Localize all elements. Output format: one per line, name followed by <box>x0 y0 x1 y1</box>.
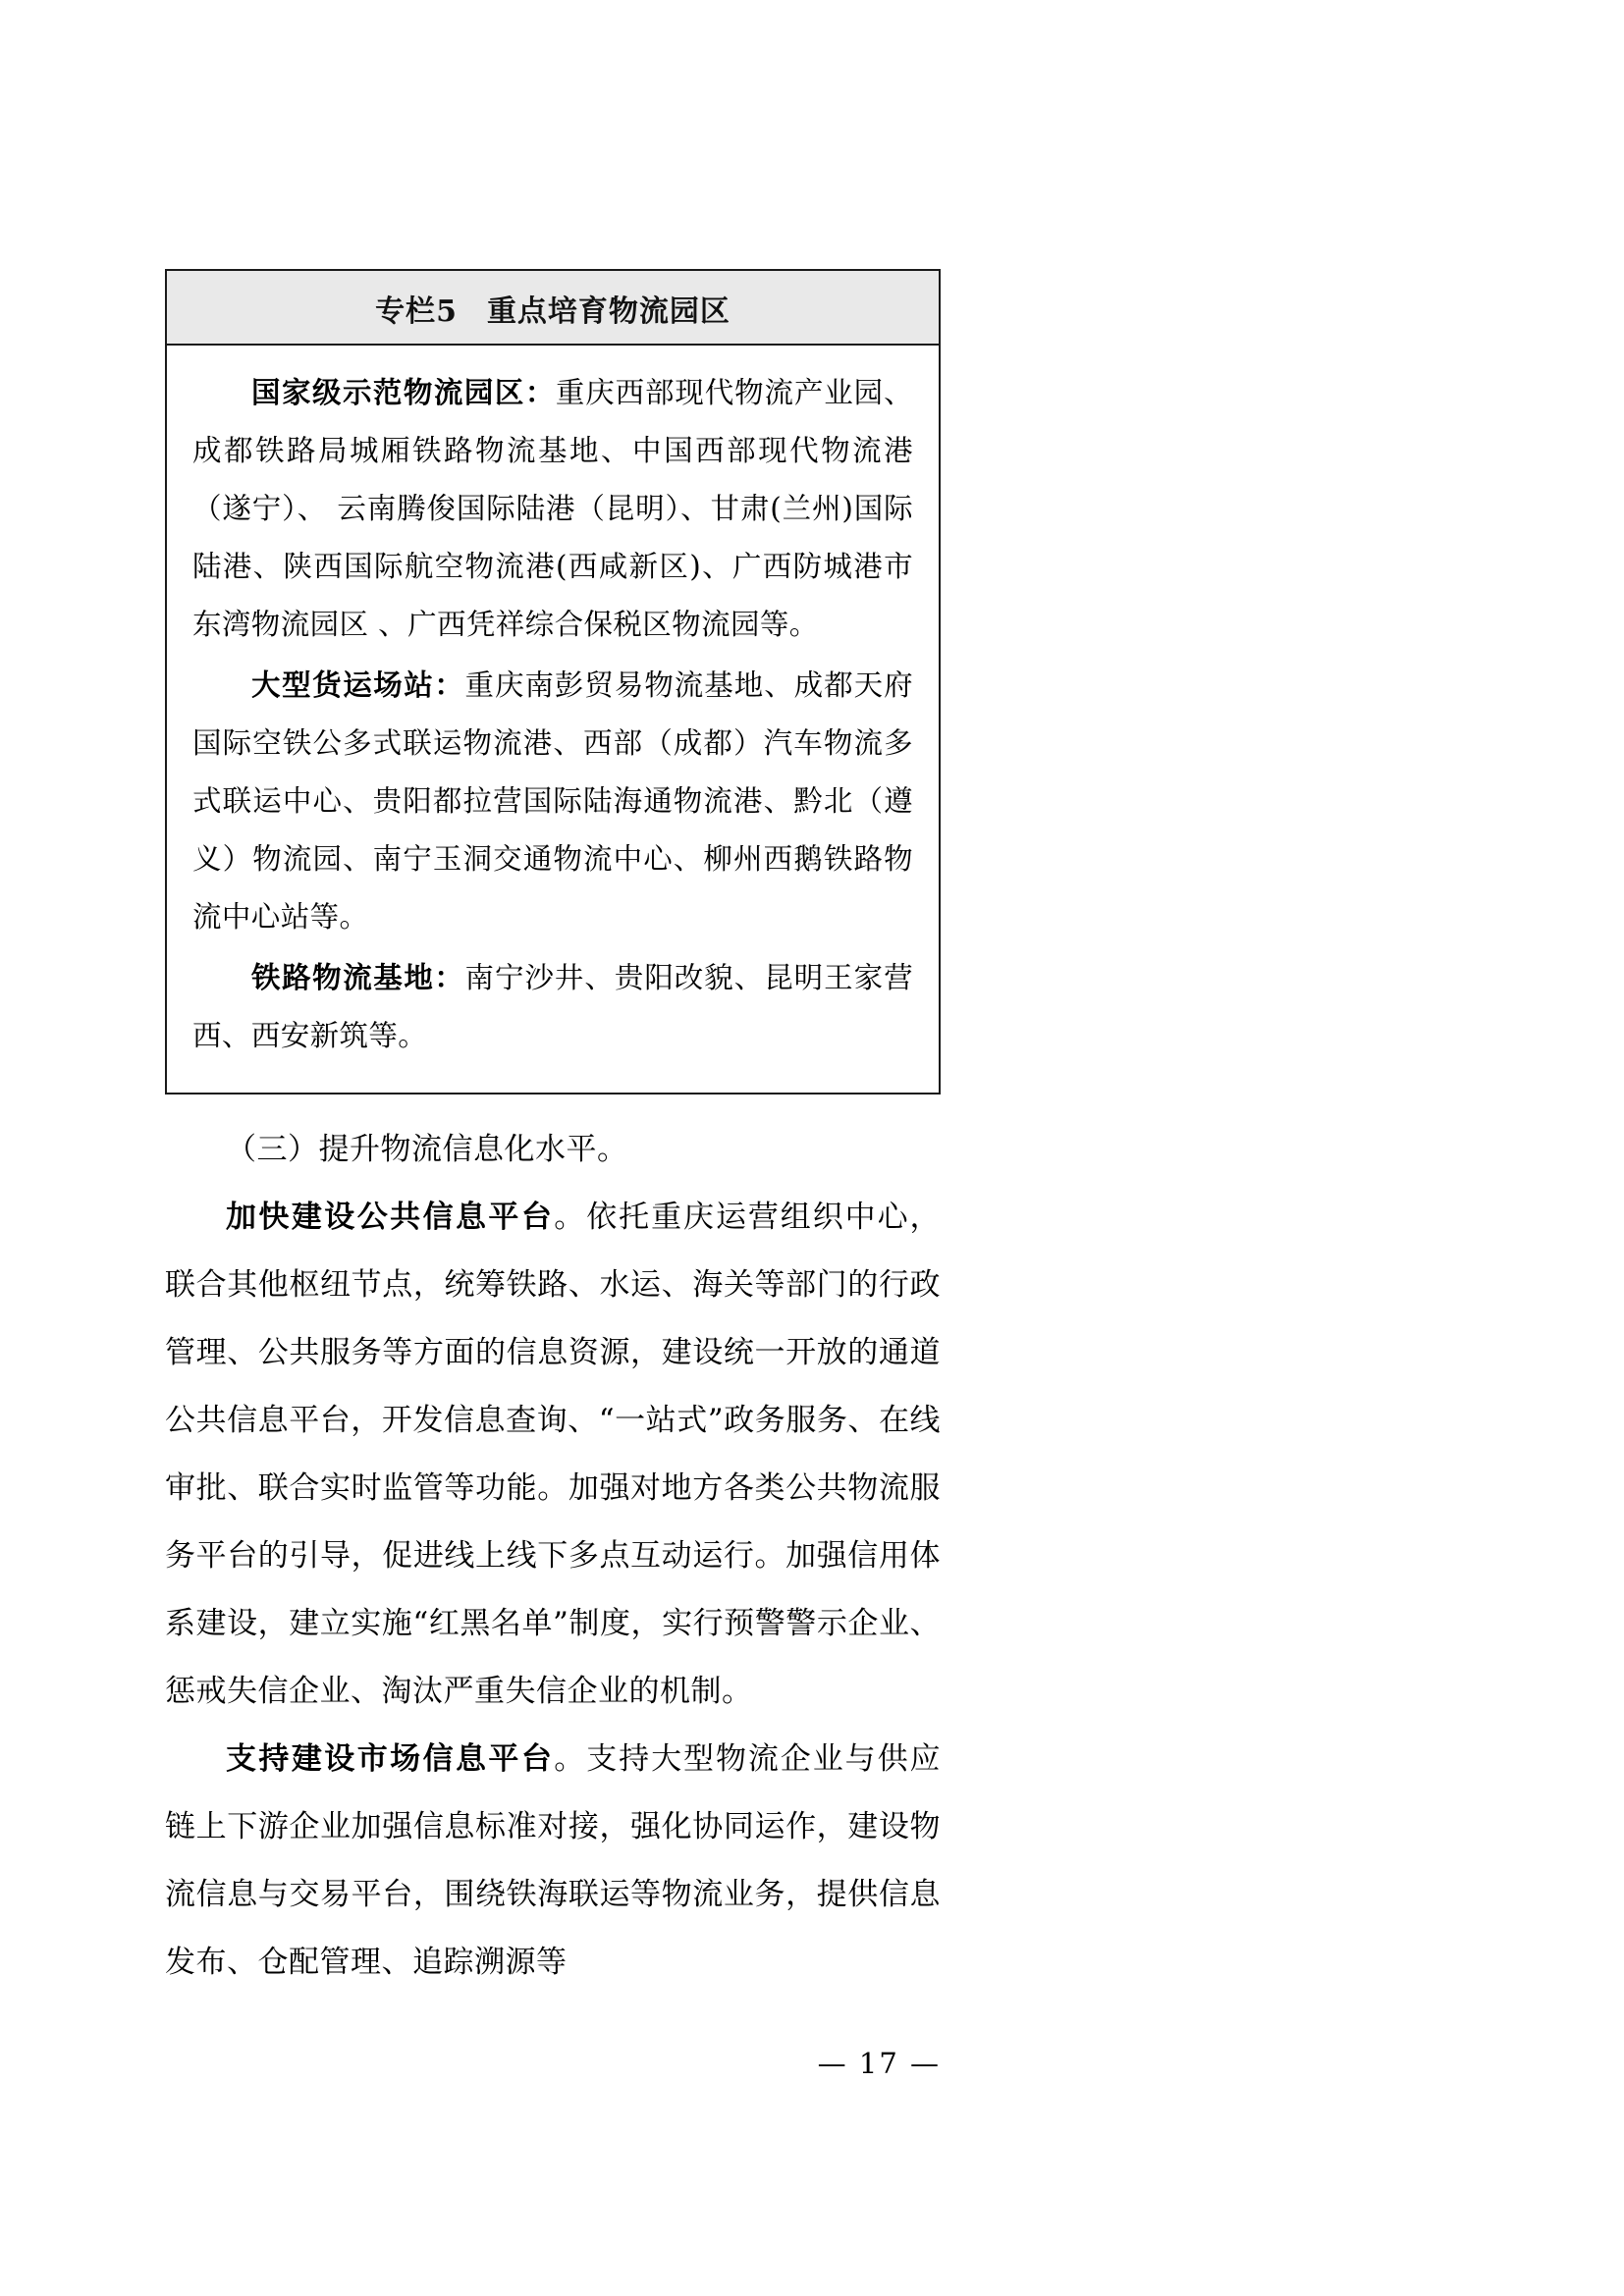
callout-body <box>167 346 939 1093</box>
callout-section-1-colon: ： <box>434 667 465 702</box>
section-heading: （三）提升物流信息化水平。 <box>226 1132 628 1167</box>
callout-section-2-text: 南宁沙井、贵阳改貌、昆明王家营西、西安新筑等。 <box>192 961 913 1052</box>
callout-section-2-label: 铁路物流基地 <box>251 960 435 994</box>
callout-title: 重点培育物流园区 <box>486 294 731 329</box>
callout-box-column-5 <box>165 269 941 1095</box>
callout-section-1-text: 重庆南彭贸易物流基地、成都天府国际空铁公多式联运物流港、西部（成都）汽车物流多式联运中心、贵阳都拉营国际陆海通物流港、黔北（遵义）物流园、南宁玉洞交通物流中心、柳州西鹅铁路物流中心站等。 <box>192 668 913 934</box>
body-paragraph-0-text: 。依托重庆运营组织中心，联合其他枢纽节点，统筹铁路、水运、海关等部门的行政管理、公共服务等方面的信息资源，建设统一开放的通道公共信息平台，开发信息查询、“一站式”政务服务、在线审批、联合实时监管等功能。加强对地方各类公共物流服务平台的引导，促进线上线下多点互动运行。加强信用体系建设，建立实施“红黑名单”制度，实行预警警示企业、惩戒失信企业、淘汰严重失信企业的机制。 <box>165 1200 942 1709</box>
callout-section-1-label: 大型货运场站 <box>251 667 435 702</box>
callout-section-1 <box>192 656 913 946</box>
callout-section-0-colon: ： <box>524 375 556 409</box>
callout-section-2 <box>192 948 913 1065</box>
callout-section-2-colon: ： <box>434 960 465 994</box>
body-paragraph-1-text: 。支持大型物流企业与供应链上下游企业加强信息标准对接，强化协同运作，建设物流信息与交易平台，围绕铁海联运等物流业务，提供信息发布、仓配管理、追踪溯源等 <box>165 1741 942 1980</box>
callout-section-0 <box>192 363 913 654</box>
body-paragraph-0 <box>165 1184 941 1726</box>
callout-label: 专栏 <box>375 294 437 329</box>
body-paragraph-0-label: 加快建设公共信息平台 <box>226 1200 555 1235</box>
callout-section-0-text: 重庆西部现代物流产业园、成都铁路局城厢铁路物流基地、中国西部现代物流港（遂宁）、 云南腾俊国际陆港（昆明）、甘肃(兰州)国际陆港、陕西国际航空物流港(西咸新区)、广西防城港市东湾物流园区 、广西凭祥综合保税区物流园等。 <box>192 376 913 641</box>
body-paragraph-1 <box>165 1726 941 1997</box>
callout-header <box>167 271 939 346</box>
callout-number: 5 <box>436 294 458 329</box>
page-content <box>165 173 941 1997</box>
callout-section-0-label: 国家级示范物流园区 <box>251 375 525 409</box>
page-number: — 17 — <box>817 2047 941 2080</box>
body-paragraph-1-label: 支持建设市场信息平台 <box>226 1741 555 1777</box>
